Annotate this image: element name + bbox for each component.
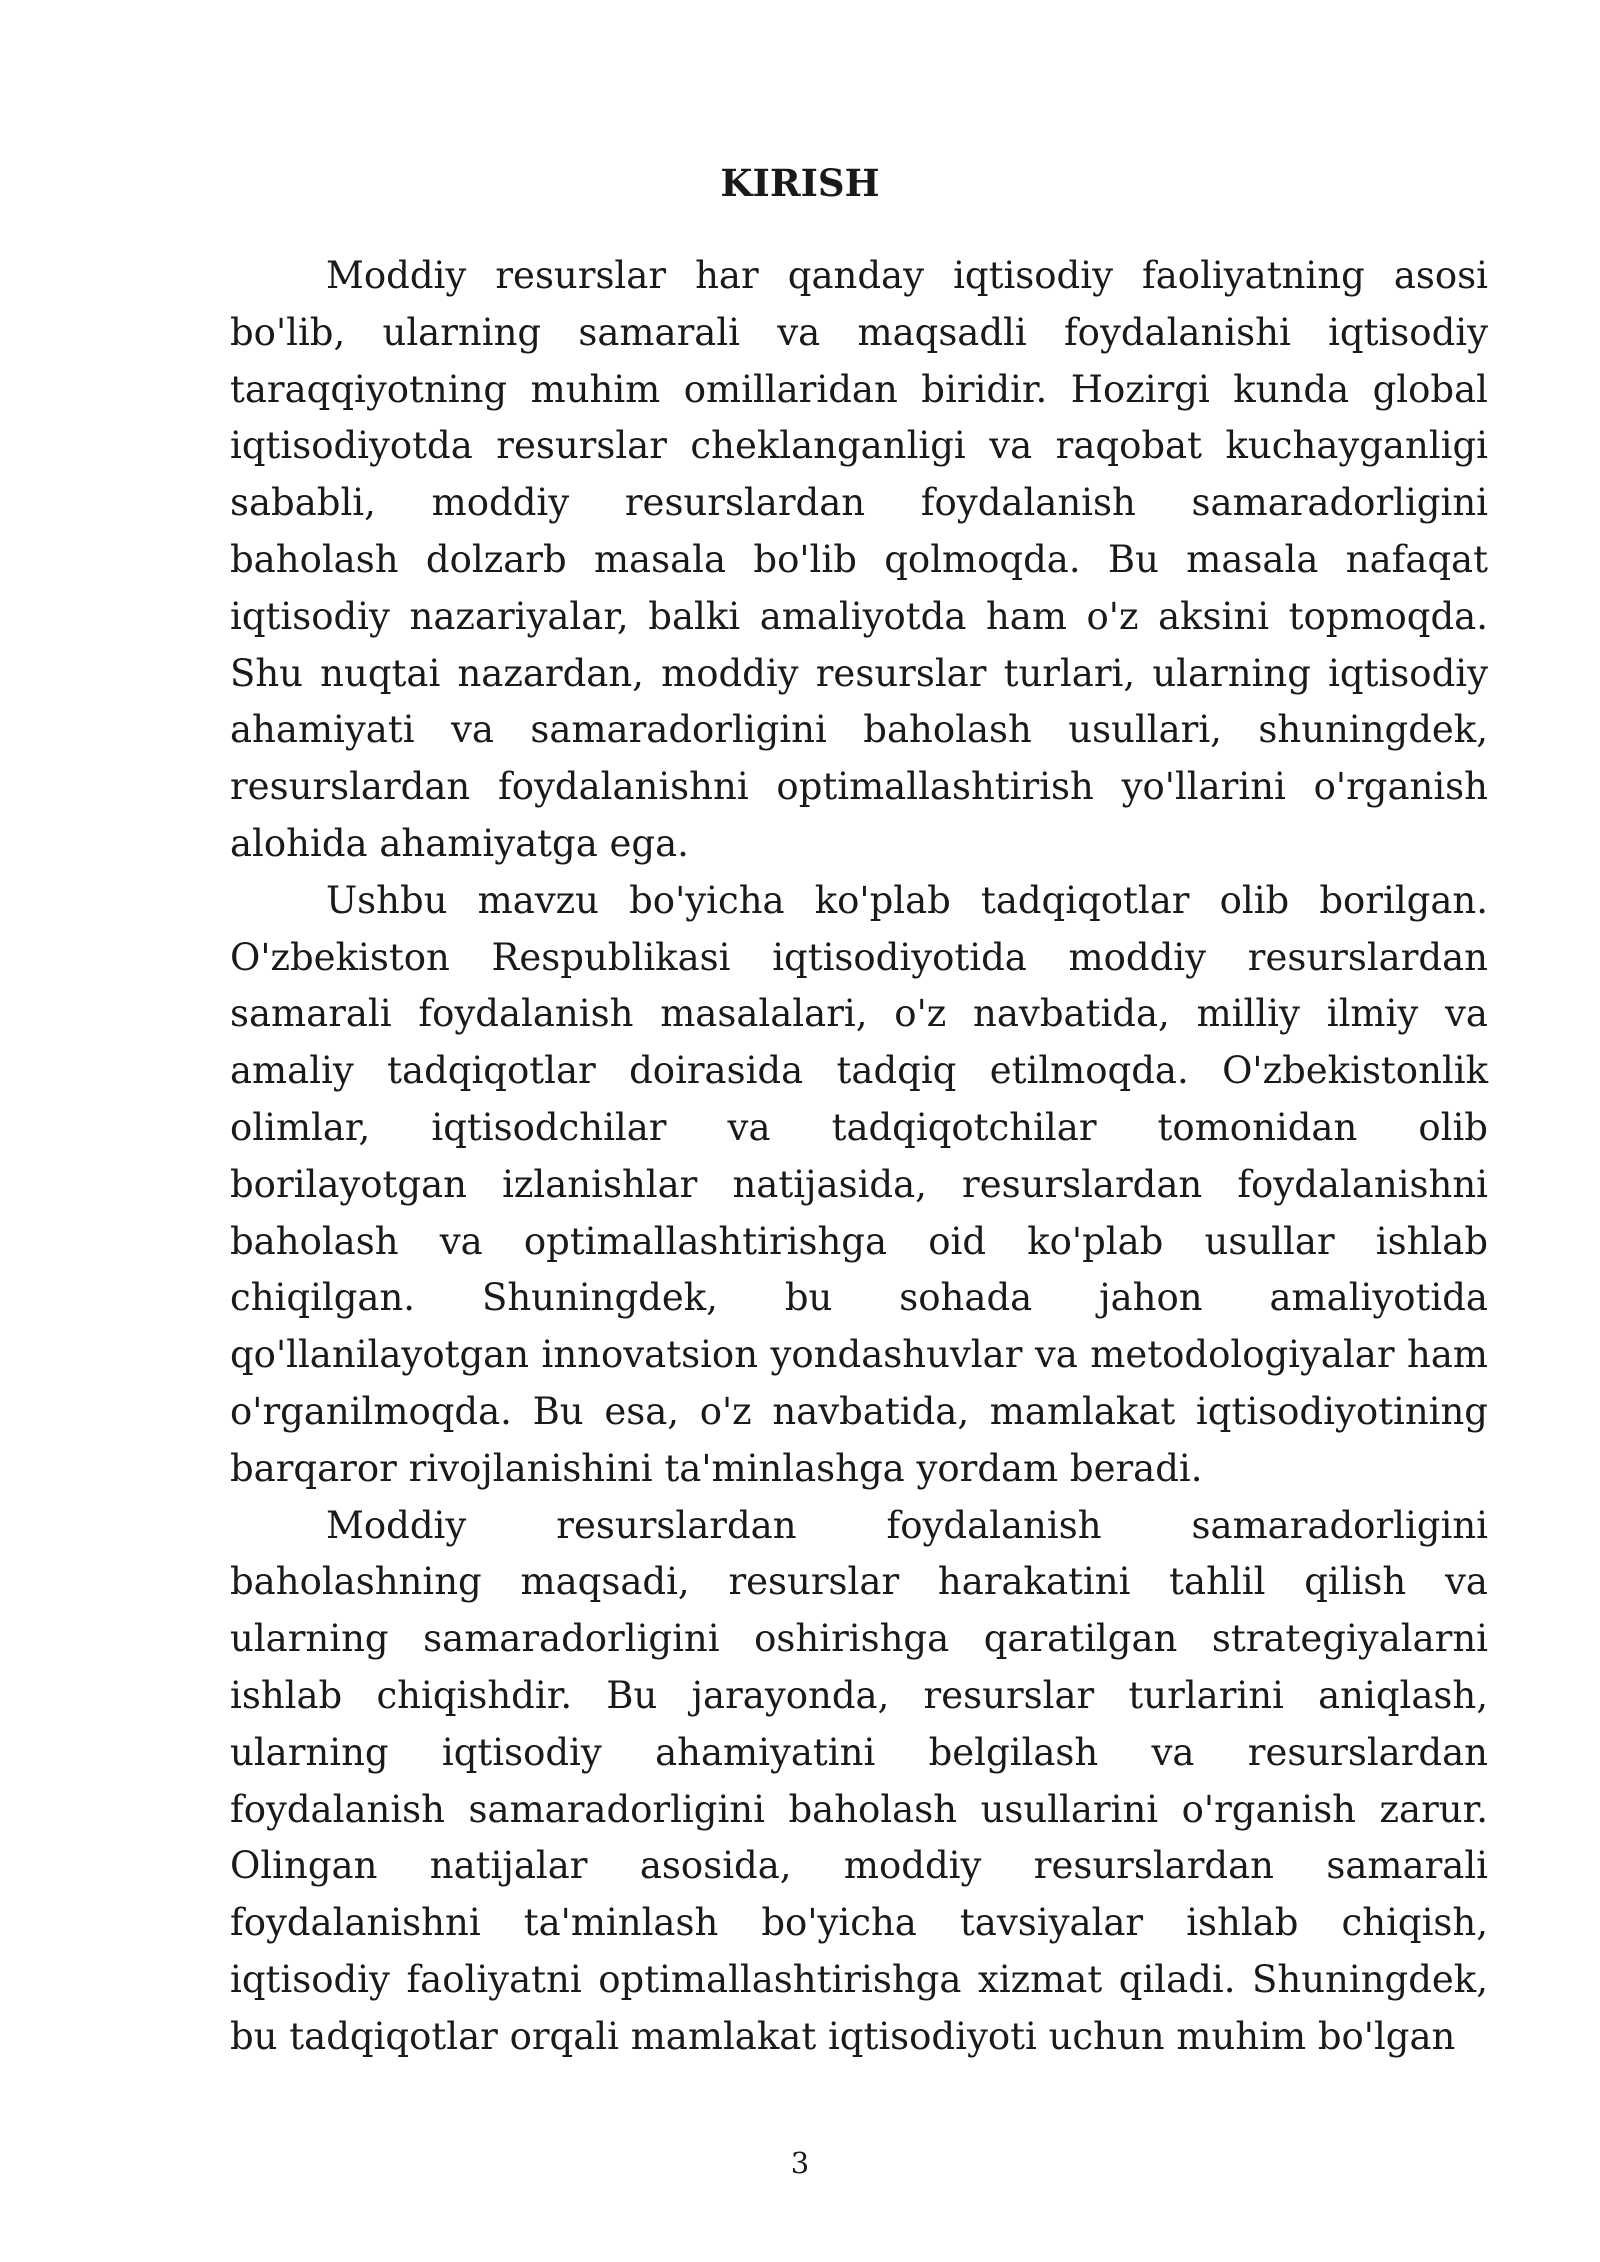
paragraph-1: Moddiy resurslar har qanday iqtisodiy faoliyatning asosi bo'lib, ularning samarali va maqsadli foydalanishi iqtisodiy taraqqiyotning muhim omillaridan biridir. Hozirgi kunda global iqtisodiyotda resurslar cheklanganligi va raqobat kuchayganligi sababli, moddiy resurslardan foydalanish samaradorligini baholash dolzarb masala bo'lib qolmoqda. Bu masala nafaqat iqtisodiy nazariyalar, balki amaliyotda ham o'z aksini topmoqda. Shu nuqtai nazardan, moddiy resurslar turlari, ularning iqtisodiy ahamiyati va samaradorligini baholash usullari, shuningdek, resurslardan foydalanishni optimallashtirish yo'llarini o'rganish alohida ahamiyatga ega. — [230, 254, 1488, 865]
page-number: 3 — [790, 2146, 810, 2180]
body-text — [230, 248, 1488, 2066]
paragraph-3: Moddiy resurslardan foydalanish samaradorligini baholashning maqsadi, resurslar harakatini tahlil qilish va ularning samaradorligini oshirishga qaratilgan strategiyalarni ishlab chiqishdir. Bu jarayonda, resurslar turlarini aniqlash, ularning iqtisodiy ahamiyatini belgilash va resurslardan foydalanish samaradorligini baholash usullarini o'rganish zarur. Olingan natijalar asosida, moddiy resurslardan samarali foydalanishni ta'minlash bo'yicha tavsiyalar ishlab chiqish, iqtisodiy faoliyatni optimallashtirishga xizmat qiladi. Shuningdek, bu tadqiqotlar orqali mamlakat iqtisodiyoti uchun muhim bo'lgan — [230, 1503, 1488, 2058]
paragraph-2: Ushbu mavzu bo'yicha ko'plab tadqiqotlar olib borilgan. O'zbekiston Respublikasi iqtisodiyotida moddiy resurslardan samarali foydalanish masalalari, o'z navbatida, milliy ilmiy va amaliy tadqiqotlar doirasida tadqiq etilmoqda. O'zbekistonlik olimlar, iqtisodchilar va tadqiqotchilar tomonidan olib borilayotgan izlanishlar natijasida, resurslardan foydalanishni baholash va optimallashtirishga oid ko'plab usullar ishlab chiqilgan. Shuningdek, bu sohada jahon amaliyotida qo'llanilayotgan innovatsion yondashuvlar va metodologiyalar ham o'rganilmoqda. Bu esa, o'z navbatida, mamlakat iqtisodiyotining barqaror rivojlanishini ta'minlashga yordam beradi. — [230, 878, 1488, 1490]
section-title: KIRISH — [720, 161, 880, 205]
